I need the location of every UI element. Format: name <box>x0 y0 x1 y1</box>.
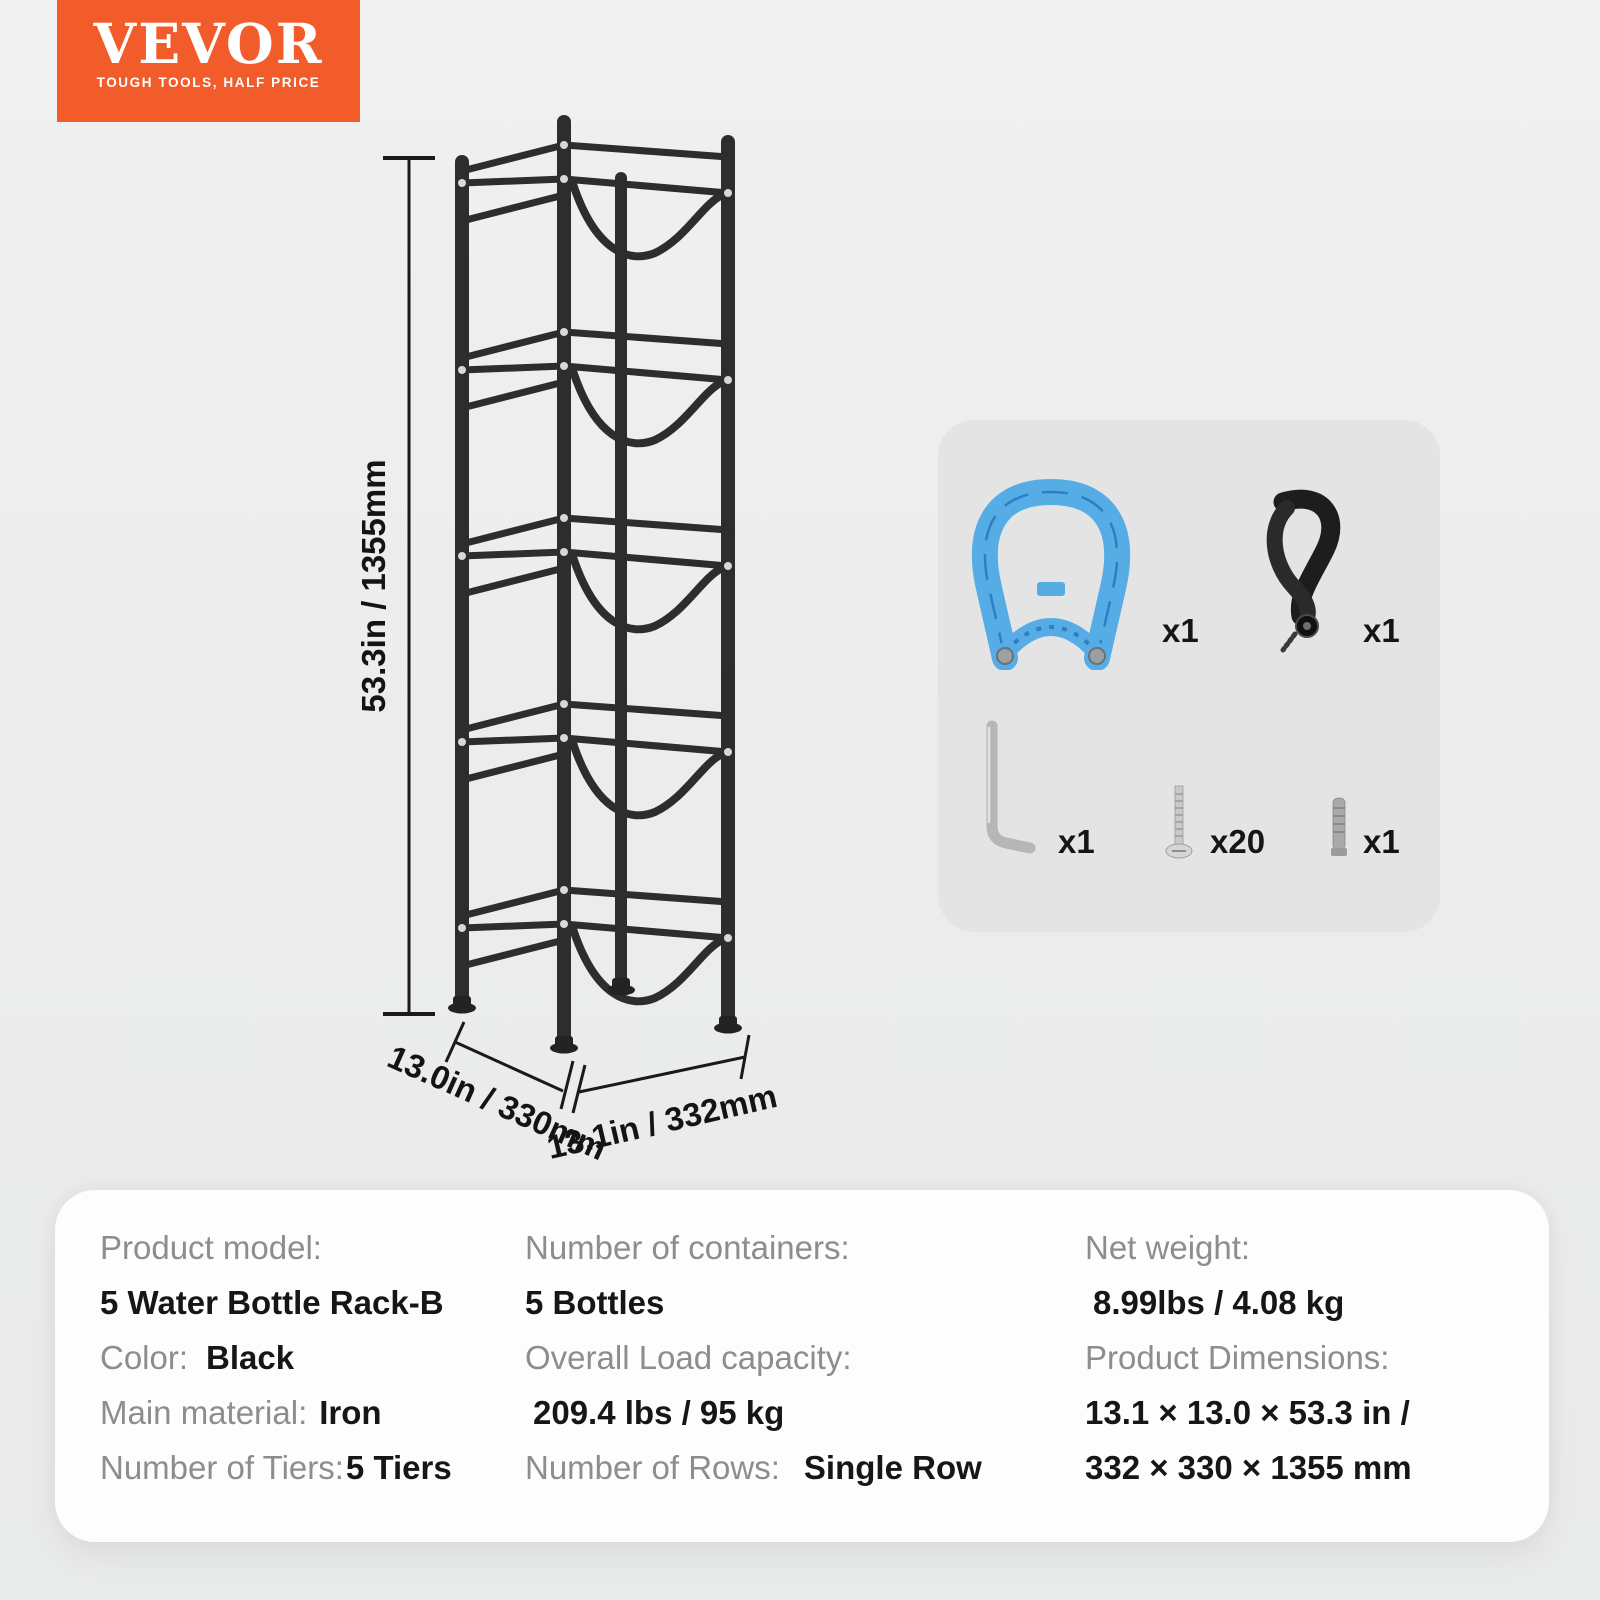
spec-column-1 <box>100 1220 520 1495</box>
rows-label: Number of Rows: <box>525 1449 780 1486</box>
anchor-qty-label: x1 <box>1363 823 1400 860</box>
rows-value: Single Row <box>803 1449 982 1486</box>
width-dimension-label: 13.1in / 332mm <box>543 1077 781 1166</box>
spec-card <box>55 1190 1549 1542</box>
hex-key-qty-label: x1 <box>1058 823 1095 860</box>
dimensions-value-mm: 332 × 330 × 1355 mm <box>1085 1449 1412 1486</box>
net-weight-label: Net weight: <box>1085 1229 1251 1266</box>
bottle-handle-icon <box>965 466 1137 670</box>
dimensions-value-in: 13.1 × 13.0 × 53.3 in / <box>1085 1394 1410 1431</box>
screw-icon <box>1164 782 1194 866</box>
wall-anchor-icon <box>1328 796 1350 860</box>
net-weight-value: 8.99lbs / 4.08 kg <box>1093 1284 1345 1321</box>
hanging-strap-icon <box>1253 488 1358 658</box>
dimension-lines <box>340 140 820 1160</box>
brand-name: VEVOR <box>93 11 324 76</box>
height-dimension-label: 53.3in / 1355mm <box>355 459 392 713</box>
containers-value: 5 Bottles <box>525 1284 665 1321</box>
dimensions-label: Product Dimensions: <box>1085 1339 1390 1376</box>
capacity-label: Overall Load capacity: <box>525 1339 852 1376</box>
tiers-value: 5 Tiers <box>345 1449 452 1486</box>
product-model-label: Product model: <box>100 1229 322 1266</box>
depth-dimension-label: 13.0in / 330mm <box>382 1037 612 1168</box>
color-value: Black <box>206 1339 295 1376</box>
accessories-panel <box>938 420 1440 932</box>
vevor-logo <box>57 0 360 122</box>
tiers-label: Number of Tiers: <box>100 1449 344 1486</box>
handle-qty-label: x1 <box>1162 612 1199 649</box>
containers-label: Number of containers: <box>525 1229 850 1266</box>
spec-column-3 <box>1085 1220 1535 1495</box>
hex-key-icon <box>976 718 1040 860</box>
brand-tagline: TOUGH TOOLS, HALF PRICE <box>96 75 321 90</box>
color-label: Color: <box>100 1339 189 1376</box>
material-label: Main material: <box>100 1394 308 1431</box>
spec-column-2 <box>525 1220 1080 1495</box>
capacity-value: 209.4 lbs / 95 kg <box>533 1394 785 1431</box>
material-value: Iron <box>319 1394 382 1431</box>
screw-qty-label: x20 <box>1210 823 1266 860</box>
product-model-value: 5 Water Bottle Rack-B <box>100 1284 444 1321</box>
strap-qty-label: x1 <box>1363 612 1400 649</box>
